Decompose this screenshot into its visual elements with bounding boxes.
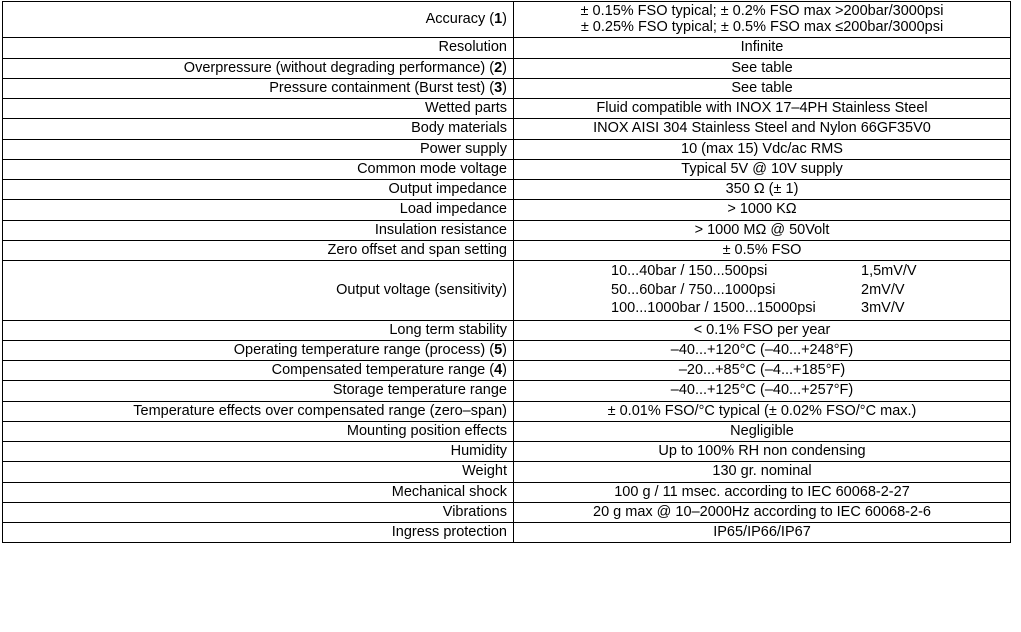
row-label: Ingress protection (3, 523, 514, 543)
pressure-range: 50...60bar / 750...1000psi (611, 281, 776, 298)
value-line: ± 0.15% FSO typical; ± 0.2% FSO max >200bar/3000psi (580, 3, 944, 19)
sensitivity-value: 3mV/V (861, 300, 905, 317)
row-value: Typical 5V @ 10V supply (514, 159, 1011, 179)
row-label: Long term stability (3, 320, 514, 340)
row-label: Pressure containment (Burst test) (3) (3, 78, 514, 98)
specification-table (2, 1, 1011, 543)
specification-sheet (0, 1, 1021, 632)
footnote-marker: 3 (494, 79, 503, 96)
row-value: 10 (max 15) Vdc/ac RMS (514, 139, 1011, 159)
row-value: ± 0.5% FSO (514, 240, 1011, 260)
table-row (3, 261, 1011, 321)
row-label: Insulation resistance (3, 220, 514, 240)
row-value: Negligible (514, 421, 1011, 441)
row-value: > 1000 MΩ @ 50Volt (514, 220, 1011, 240)
row-label: Wetted parts (3, 99, 514, 119)
row-label: Storage temperature range (3, 381, 514, 401)
table-row (3, 523, 1011, 543)
row-label: Body materials (3, 119, 514, 139)
row-label: Operating temperature range (process) (5) (3, 340, 514, 360)
row-value: ± 0.01% FSO/°C typical (± 0.02% FSO/°C max.) (514, 401, 1011, 421)
pressure-range: 100...1000bar / 1500...15000psi (611, 300, 816, 317)
table-row (3, 180, 1011, 200)
row-label: Humidity (3, 442, 514, 462)
row-value (514, 2, 1011, 38)
table-row (3, 78, 1011, 98)
row-value: See table (514, 78, 1011, 98)
row-label: Compensated temperature range (4) (3, 361, 514, 381)
row-label: Mounting position effects (3, 421, 514, 441)
row-label: Power supply (3, 139, 514, 159)
table-row (3, 220, 1011, 240)
sensitivity-value: 2mV/V (861, 281, 905, 298)
row-value: 350 Ω (± 1) (514, 180, 1011, 200)
value-line: ± 0.25% FSO typical; ± 0.5% FSO max ≤200bar/3000psi (580, 19, 944, 36)
table-row (3, 381, 1011, 401)
row-label: Weight (3, 462, 514, 482)
table-row (3, 482, 1011, 502)
row-label: Temperature effects over compensated range (zero–span) (3, 401, 514, 421)
row-value: IP65/IP66/IP67 (514, 523, 1011, 543)
row-label: Vibrations (3, 502, 514, 522)
output-voltage-row (611, 262, 951, 281)
row-value: 20 g max @ 10–2000Hz according to IEC 60068-2-6 (514, 502, 1011, 522)
output-voltage-row (611, 299, 951, 318)
table-row (3, 442, 1011, 462)
table-row (3, 361, 1011, 381)
row-value: INOX AISI 304 Stainless Steel and Nylon 66GF35V0 (514, 119, 1011, 139)
row-value: 100 g / 11 msec. according to IEC 60068-2-27 (514, 482, 1011, 502)
table-body (3, 2, 1011, 543)
footnote-marker: 5 (494, 341, 503, 358)
output-voltage-list (611, 262, 951, 318)
table-row (3, 401, 1011, 421)
table-row (3, 2, 1011, 38)
table-row (3, 240, 1011, 260)
row-label: Output impedance (3, 180, 514, 200)
table-row (3, 58, 1011, 78)
row-value: Up to 100% RH non condensing (514, 442, 1011, 462)
row-value: < 0.1% FSO per year (514, 320, 1011, 340)
table-row (3, 38, 1011, 58)
row-value: > 1000 KΩ (514, 200, 1011, 220)
row-label: Zero offset and span setting (3, 240, 514, 260)
table-row (3, 200, 1011, 220)
row-label: Overpressure (without degrading performance) (2) (3, 58, 514, 78)
row-label: Common mode voltage (3, 159, 514, 179)
row-value: 130 gr. nominal (514, 462, 1011, 482)
row-label: Output voltage (sensitivity) (3, 261, 514, 321)
table-row (3, 340, 1011, 360)
table-row (3, 421, 1011, 441)
row-label: Mechanical shock (3, 482, 514, 502)
row-value: Infinite (514, 38, 1011, 58)
row-value (514, 261, 1011, 321)
table-row (3, 462, 1011, 482)
table-row (3, 99, 1011, 119)
row-value: –20...+85°C (–4...+185°F) (514, 361, 1011, 381)
table-row (3, 320, 1011, 340)
row-label: Accuracy (1) (3, 2, 514, 38)
table-row (3, 502, 1011, 522)
row-value: –40...+120°C (–40...+248°F) (514, 340, 1011, 360)
row-value: –40...+125°C (–40...+257°F) (514, 381, 1011, 401)
pressure-range: 10...40bar / 150...500psi (611, 263, 768, 280)
row-label: Resolution (3, 38, 514, 58)
row-label: Load impedance (3, 200, 514, 220)
table-row (3, 119, 1011, 139)
output-voltage-row (611, 281, 951, 300)
row-value: See table (514, 58, 1011, 78)
footnote-marker: 1 (494, 11, 503, 28)
table-row (3, 139, 1011, 159)
footnote-marker: 2 (494, 59, 503, 76)
footnote-marker: 4 (494, 362, 503, 379)
row-value: Fluid compatible with INOX 17–4PH Stainless Steel (514, 99, 1011, 119)
sensitivity-value: 1,5mV/V (861, 263, 917, 280)
table-row (3, 159, 1011, 179)
